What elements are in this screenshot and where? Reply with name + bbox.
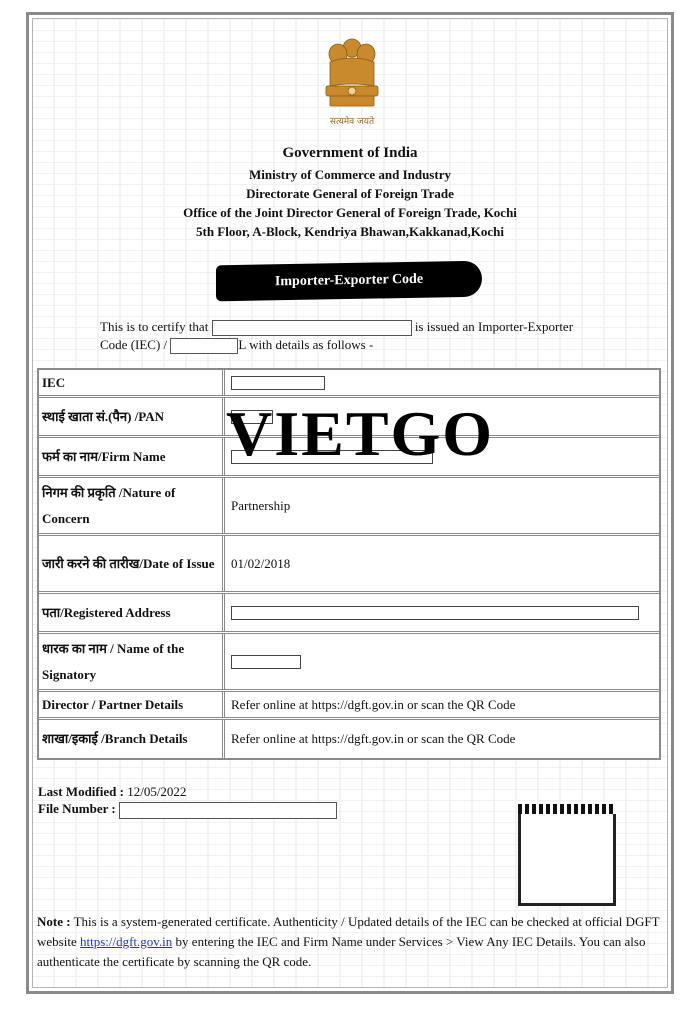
label-concern: निगम की प्रकृति /Nature of Concern: [39, 478, 225, 533]
dgft-website-link[interactable]: https://dgft.gov.in: [79, 934, 173, 949]
qr-code: [518, 804, 616, 906]
note-text-2: by entering the IEC and Firm Name under Services > View Any IEC Details. You can also authenticate the certificate by scanning the QR code.: [37, 934, 646, 969]
value-branch: Refer online at https://dgft.gov.in or scan the QR Code: [231, 731, 516, 746]
redacted-iec: [170, 338, 238, 354]
certificate-note: [37, 912, 663, 972]
value-signatory: [225, 634, 659, 689]
certify-part-4: L with details as follows -: [238, 337, 374, 353]
value-address: [225, 594, 659, 631]
value-iec: [225, 370, 659, 395]
value-concern: Partnership: [231, 497, 291, 513]
last-modified-value: 12/05/2022: [127, 784, 187, 799]
redacted-address-value: [231, 606, 639, 620]
value-director: Refer online at https://dgft.gov.in or scan the QR Code: [231, 696, 516, 712]
national-emblem-icon: [316, 34, 388, 132]
note-label: Note :: [37, 914, 71, 929]
table-row-director: [39, 692, 659, 720]
header-office: Office of the Joint Director General of Foreign Trade, Kochi: [183, 205, 517, 220]
label-firm: फर्म का नाम/Firm Name: [39, 438, 225, 475]
certify-part-2: is issued an Importer-Exporter: [414, 319, 574, 334]
table-row-branch: [39, 720, 659, 758]
vietgo-watermark: VIETGO: [226, 398, 495, 469]
emblem-motto: सत्यमेव जयते: [329, 117, 375, 127]
last-modified: [38, 784, 186, 800]
certification-text: [100, 318, 620, 354]
table-row-concern: [39, 478, 659, 536]
header-address: 5th Floor, A-Block, Kendriya Bhawan,Kakkanad,Kochi: [196, 224, 504, 239]
last-modified-label: Last Modified :: [38, 784, 124, 799]
header-directorate: Directorate General of Foreign Trade: [246, 186, 454, 201]
table-row-issue-date: [39, 536, 659, 594]
header-ministry: Ministry of Commerce and Industry: [249, 167, 451, 182]
table-row-iec: [39, 370, 659, 398]
label-branch: शाखा/इकाई /Branch Details: [39, 720, 225, 758]
file-number: [38, 801, 337, 819]
table-row-signatory: [39, 634, 659, 692]
iec-banner: [216, 261, 482, 302]
certify-part-1: This is to certify that: [100, 319, 209, 334]
header-government: Government of India: [282, 145, 418, 161]
label-pan: स्थाई खाता सं.(पैन) /PAN: [39, 398, 225, 435]
note-text-1: This is a system-generated certificate. Authenticity / Updated details of the IEC can be checked at official DGFT website: [37, 914, 660, 949]
label-address: पता/Registered Address: [39, 594, 225, 631]
value-issue-date: 01/02/2018: [231, 555, 291, 571]
redacted-firm: [212, 320, 412, 336]
redacted-signatory-value: [231, 655, 301, 669]
label-signatory: धारक का नाम / Name of the Signatory: [39, 634, 225, 689]
label-director: Director / Partner Details: [39, 692, 225, 717]
label-iec: IEC: [39, 370, 225, 395]
label-issue-date: जारी करने की तारीख/Date of Issue: [39, 536, 225, 591]
certify-part-3: Code (IEC) /: [100, 337, 168, 353]
iec-banner-label: Importer-Exporter Code: [274, 271, 424, 290]
file-number-label: File Number :: [38, 801, 116, 816]
redacted-file-number: [119, 802, 337, 819]
table-row-address: [39, 594, 659, 634]
redacted-iec-value: [231, 376, 325, 390]
qr-code-edge: [518, 804, 616, 814]
